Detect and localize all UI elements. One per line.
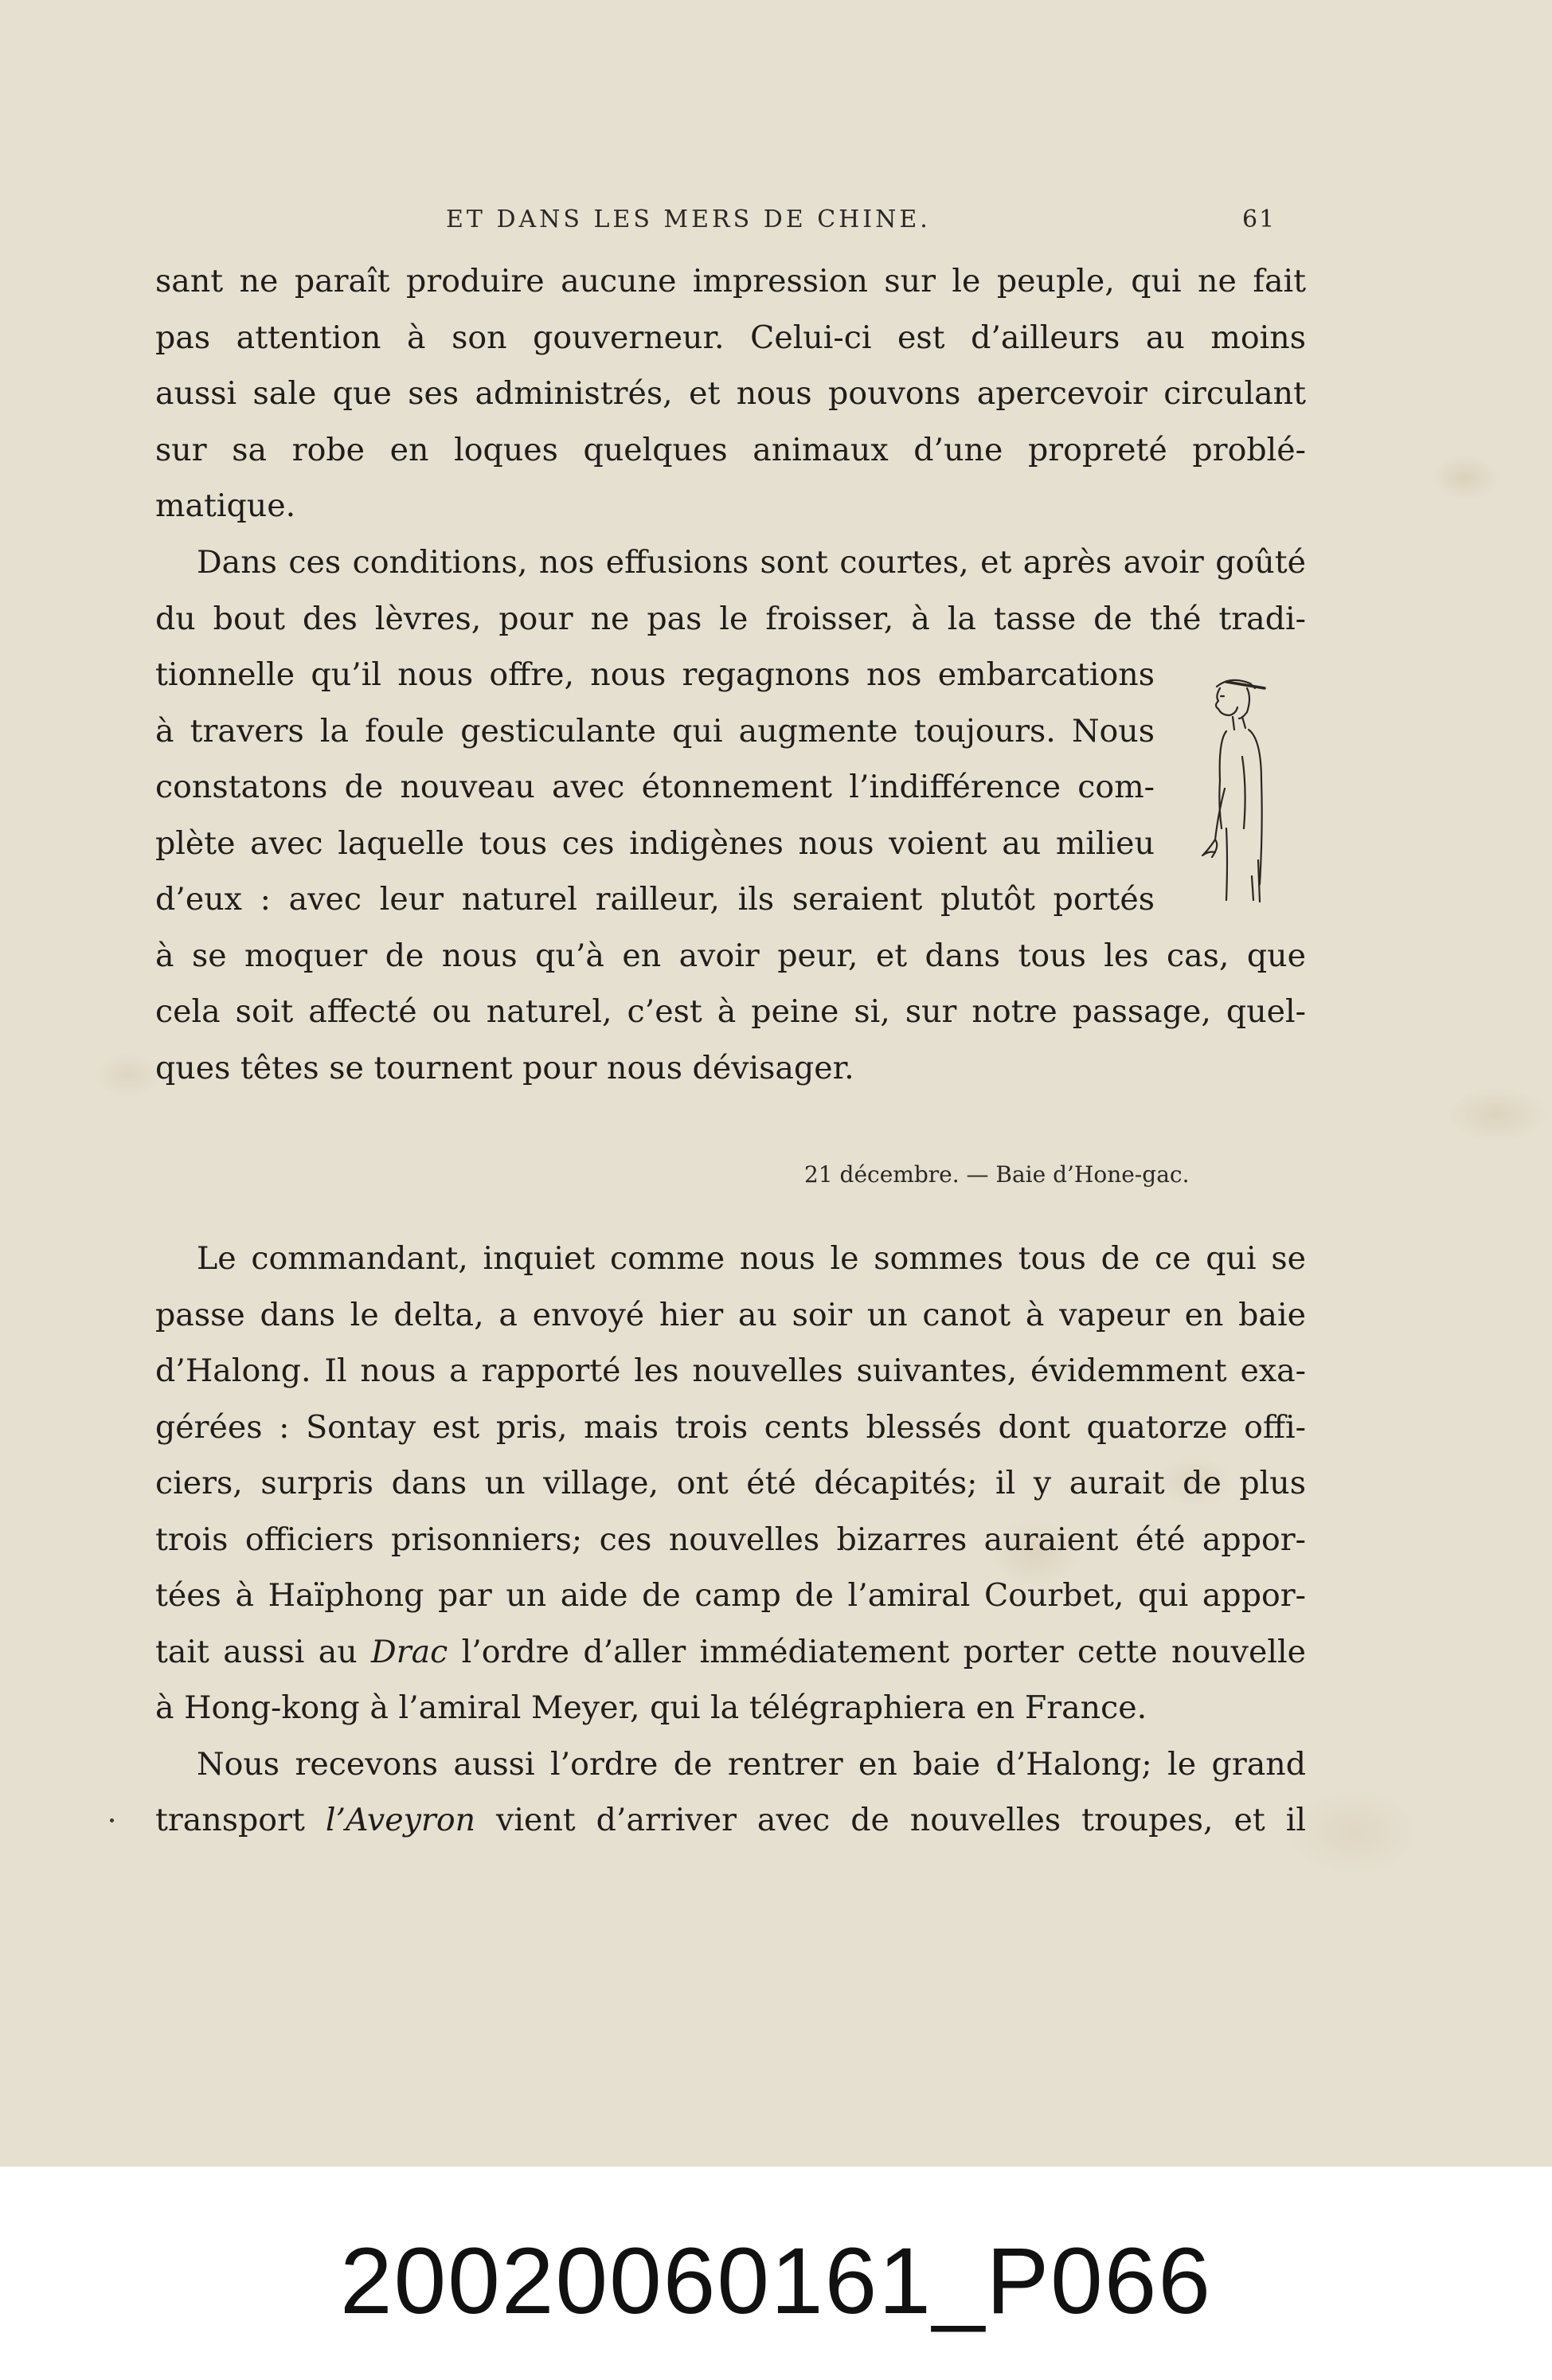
text-line: à Hong-kong à l’amiral Meyer, qui la télégraphiera en France. [155,1689,1147,1726]
text-line: cela soit affecté ou naturel, c’est à peine si, sur notre passage, quel- [155,993,1306,1030]
text-line: pas attention à son gouverneur. Celui-ci est d’ailleurs au moins [155,319,1306,356]
text-line: ciers, surpris dans un village, ont été décapités; il y aurait de plus [155,1465,1306,1501]
running-head-title: ET DANS LES MERS DE CHINE. [446,206,931,233]
text-line [155,1792,1306,1849]
text-line: à se moquer de nous qu’à en avoir peur, et dans tous les cas, que [155,937,1306,974]
ship-name-aveyron: l’Aveyron [325,1802,476,1838]
text-line: Le commandant, inquiet comme nous le sommes tous de ce qui se [197,1240,1306,1277]
text-line: gérées : Sontay est pris, mais trois cents blessés dont quatorze offi- [155,1408,1306,1446]
text-line: Nous recevons aussi l’ordre de rentrer en baie d’Halong; le grand [197,1745,1306,1783]
text-line: à travers la foule gesticulante qui augmente toujours. Nous [155,712,1155,750]
text-line: ques têtes se tournent pour nous dévisager. [155,1049,854,1086]
text-line: plète avec laquelle tous ces indigènes nous voient au milieu [155,824,1155,862]
text-line: constatons de nouveau avec étonnement l’indifférence com- [155,769,1155,805]
text-segment: tait aussi au [155,1633,372,1670]
text-beside-figure [155,647,1306,928]
text-line: tées à Haïphong par un aide de camp de l’amiral Courbet, qui appor- [155,1577,1306,1614]
text-line: d’Halong. Il nous a rapporté les nouvelles suivantes, évidemment exa- [155,1352,1306,1389]
text-line [155,1624,1306,1681]
text-segment: vient d’arriver avec de nouvelles troupes, et il [475,1802,1306,1838]
text-segment: l’ordre d’aller immédiatement porter cette nouvelle [448,1633,1306,1670]
margin-mark [110,1818,114,1822]
text-line: du bout des lèvres, pour ne pas le froisser, à la tasse de thé tradi- [155,600,1306,637]
text-line: sant ne paraît produire aucune impression sur le peuple, qui ne fait [155,263,1306,299]
paragraph-1 [155,253,1306,534]
running-head [446,206,1552,237]
text-line: d’eux : avec leur naturel railleur, ils seraient plutôt portés [155,881,1155,918]
paragraph-3 [155,1231,1306,1849]
text-line: trois officiers prisonniers; ces nouvelles bizarres auraient été appor- [155,1521,1306,1558]
paragraph-2 [155,534,1306,1096]
text-line: passe dans le delta, a envoyé hier au soir un canot à vapeur en baie [155,1296,1306,1333]
ship-name-drac: Drac [371,1633,448,1670]
dateline: 21 décembre. — Baie d’Hone-gac. [804,1161,1190,1188]
text-line: aussi sale que ses administrés, et nous pouvons apercevoir circulant [155,375,1306,412]
text-line: Dans ces conditions, nos effusions sont courtes, et après avoir goûté [197,544,1306,581]
text-line: sur sa robe en loques quelques animaux d’une propreté problé- [155,431,1306,468]
text-segment: transport [155,1802,326,1838]
archive-id-label: 20020060161_P066 [339,2229,1213,2334]
text-line: tionnelle qu’il nous offre, nous regagnons nos embarcations [155,656,1155,693]
text-line: matique. [155,487,296,524]
page-number: 61 [1242,206,1276,233]
standing-figure-sketch [1194,669,1290,916]
